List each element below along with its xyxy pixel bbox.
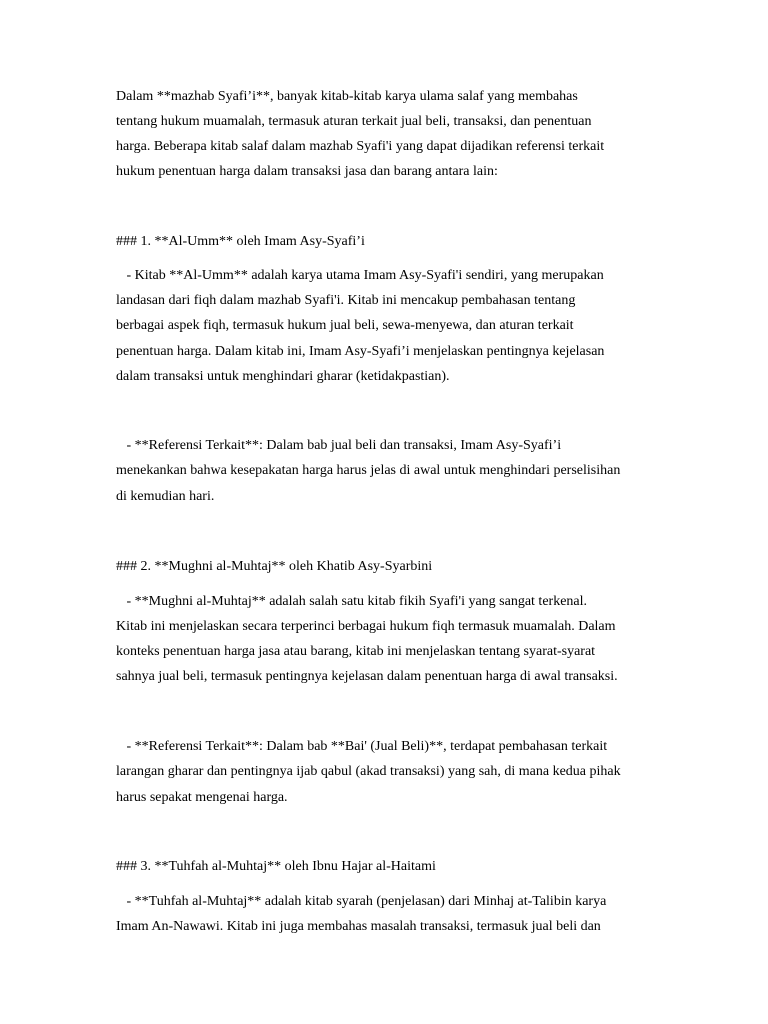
text-line: dalam transaksi untuk menghindari gharar (ketidakpastian). [116, 369, 450, 384]
intro-line: hukum penentuan harga dalam transaksi jasa dan barang antara lain: [116, 164, 498, 179]
section-heading: ### 1. **Al-Umm** oleh Imam Asy-Syafi’i [116, 234, 365, 249]
intro-line: harga. Beberapa kitab salaf dalam mazhab Syafi'i yang dapat dijadikan referensi terkait [116, 139, 605, 154]
text-line: - **Referensi Terkait**: Dalam bab **Bai' (Jual Beli)**, terdapat pembahasan terkait [116, 739, 608, 754]
text-line: - **Referensi Terkait**: Dalam bab jual beli dan transaksi, Imam Asy-Syafi’i [116, 438, 562, 453]
text-line: sahnya jual beli, termasuk pentingnya kejelasan dalam penentuan harga di awal transaksi. [116, 669, 618, 684]
text-line: Imam An-Nawawi. Kitab ini juga membahas masalah transaksi, termasuk jual beli dan [116, 919, 601, 934]
text-line: berbagai aspek fiqh, termasuk hukum jual beli, sewa-menyewa, dan aturan terkait [116, 318, 574, 333]
section-heading: ### 3. **Tuhfah al-Muhtaj** oleh Ibnu Hajar al-Haitami [116, 859, 436, 874]
text-line: penentuan harga. Dalam kitab ini, Imam Asy-Syafi’i menjelaskan pentingnya kejelasan [116, 344, 605, 359]
text-line: harus sepakat mengenai harga. [116, 790, 288, 805]
intro-line: Dalam **mazhab Syafi’i**, banyak kitab-kitab karya ulama salaf yang membahas [116, 89, 578, 104]
text-line: - **Mughni al-Muhtaj** adalah salah satu kitab fikih Syafi'i yang sangat terkenal. [116, 594, 588, 609]
text-line: - Kitab **Al-Umm** adalah karya utama Imam Asy-Syafi'i sendiri, yang merupakan [116, 268, 604, 283]
intro-line: tentang hukum muamalah, termasuk aturan terkait jual beli, transaksi, dan penentuan [116, 114, 592, 129]
text-line: - **Tuhfah al-Muhtaj** adalah kitab syarah (penjelasan) dari Minhaj at-Talibin karya [116, 894, 607, 909]
text-line: konteks penentuan harga jasa atau barang, kitab ini menjelaskan tentang syarat-syarat [116, 644, 596, 659]
text-line: larangan gharar dan pentingnya ijab qabul (akad transaksi) yang sah, di mana kedua pihak [116, 764, 621, 779]
section-heading: ### 2. **Mughni al-Muhtaj** oleh Khatib Asy-Syarbini [116, 559, 433, 574]
text-line: di kemudian hari. [116, 489, 215, 504]
text-line: Kitab ini menjelaskan secara terperinci berbagai hukum fiqh termasuk muamalah. Dalam [116, 619, 616, 634]
text-line: landasan dari fiqh dalam mazhab Syafi'i. Kitab ini mencakup pembahasan tentang [116, 293, 576, 308]
text-line: menekankan bahwa kesepakatan harga harus jelas di awal untuk menghindari perselisihan [116, 463, 621, 478]
